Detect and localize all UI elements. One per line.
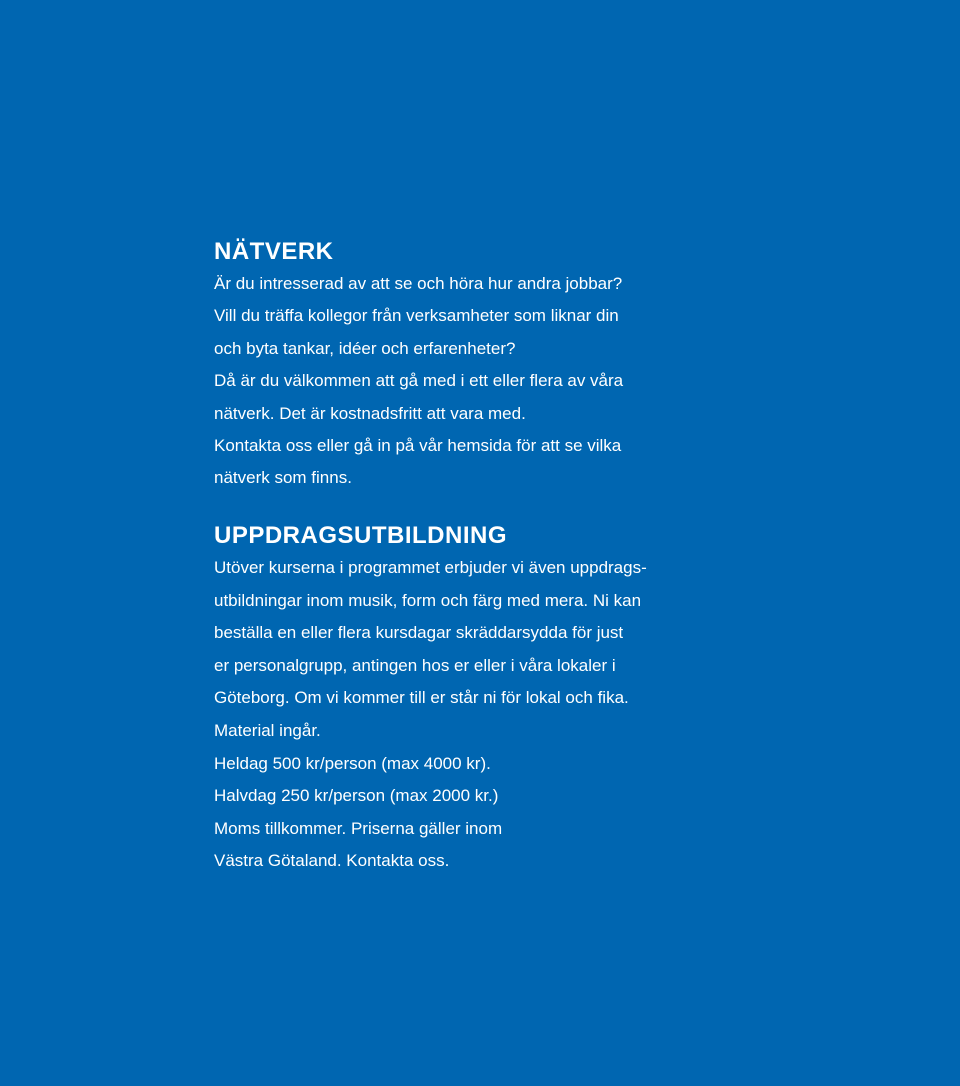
uppdragsutbildning-line: Göteborg. Om vi kommer till er står ni för lokal och fika. (214, 688, 629, 708)
natverk-line: Kontakta oss eller gå in på vår hemsida för att se vilka (214, 436, 622, 456)
natverk-section (214, 236, 934, 495)
natverk-line: och byta tankar, idéer och erfarenheter? (214, 338, 516, 358)
uppdragsutbildning-line: Västra Götaland. Kontakta oss. (214, 851, 450, 871)
natverk-line: Då är du välkommen att gå med i ett eller flera av våra (214, 371, 624, 391)
uppdragsutbildning-heading: UPPDRAGSUTBILDNING (214, 522, 508, 549)
natverk-heading: NÄTVERK (214, 238, 334, 265)
uppdragsutbildning-line: beställa en eller flera kursdagar skräddarsydda för just (214, 623, 624, 643)
uppdragsutbildning-line: Moms tillkommer. Priserna gäller inom (214, 818, 503, 838)
natverk-line: Vill du träffa kollegor från verksamheter som liknar din (214, 306, 619, 326)
natverk-line: Är du intresserad av att se och höra hur andra jobbar? (214, 274, 623, 293)
natverk-line: nätverk. Det är kostnadsfritt att vara med. (214, 403, 526, 423)
uppdragsutbildning-line: Material ingår. (214, 720, 321, 740)
price-full-day: Heldag 500 kr/person (max 4000 kr). (214, 753, 491, 773)
uppdragsutbildning-line: utbildningar inom musik, form och färg med mera. Ni kan (214, 590, 642, 610)
natverk-body (214, 268, 934, 495)
price-half-day: Halvdag 250 kr/person (max 2000 kr.) (214, 786, 499, 806)
uppdragsutbildning-body (214, 552, 934, 878)
natverk-line: nätverk som finns. (214, 468, 352, 488)
uppdragsutbildning-line: Utöver kurserna i programmet erbjuder vi även uppdrags- (214, 558, 647, 577)
uppdragsutbildning-section (214, 520, 934, 878)
uppdragsutbildning-line: er personalgrupp, antingen hos er eller i våra lokaler i (214, 655, 616, 675)
